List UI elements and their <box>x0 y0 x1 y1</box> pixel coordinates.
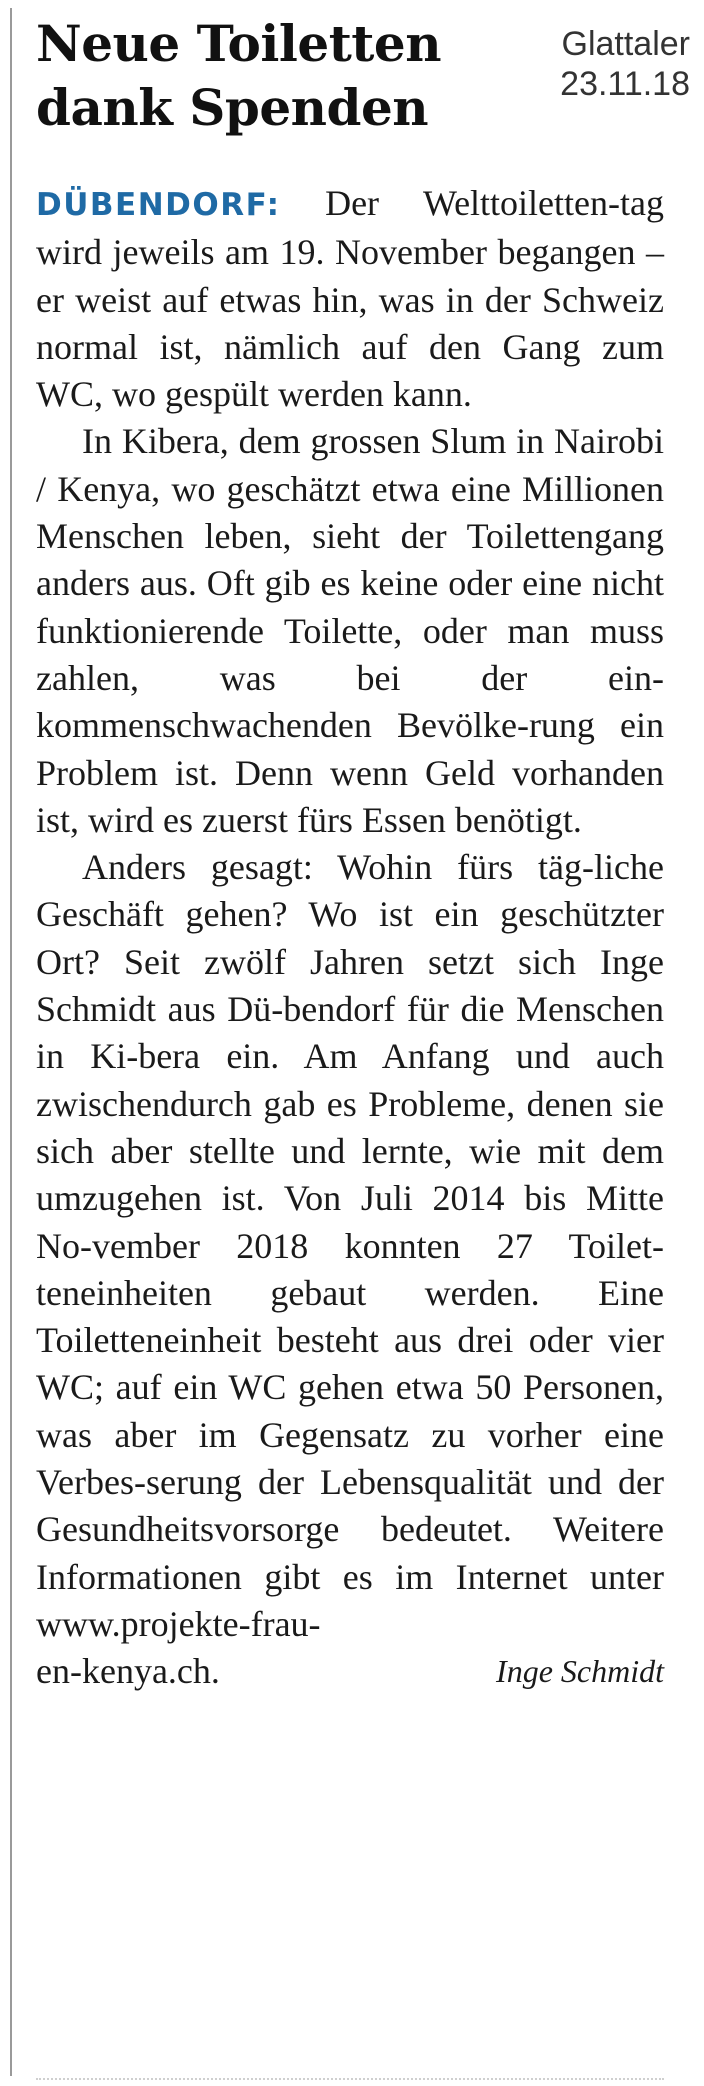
paragraph-2-line: rung ein Problem ist. Denn wenn <box>36 705 664 793</box>
paragraph-3-line: Internet unter www.projekte-frau- <box>36 1556 664 1644</box>
article-body <box>36 180 664 1696</box>
paragraph-3-line: bendorf für die Menschen in Ki- <box>36 989 665 1077</box>
left-column-rule <box>10 8 12 2076</box>
paragraph-1-line: tag wird jeweils am 19. November <box>36 183 664 273</box>
paragraph-2-line: In Kibera, dem grossen Slum in <box>82 421 545 462</box>
paragraph-3-line: teneinheiten gebaut werden. Eine <box>36 1272 664 1313</box>
paragraph-3-line: Weitere Informationen gibt es im <box>36 1509 664 1597</box>
paragraph-1 <box>36 180 664 418</box>
paragraph-1-line: was in der Schweiz normal ist, <box>36 279 664 367</box>
paragraph-1-line: nämlich auf den Gang zum WC, <box>36 326 665 415</box>
publication-name: Glattaler <box>561 25 690 63</box>
paragraph-3-line: lernte, wie mit dem umzugehen <box>36 1130 664 1219</box>
headline-line-2: dank Spenden <box>36 78 429 137</box>
paragraph-2 <box>36 418 664 844</box>
paragraph-2-line: Oft gib es keine oder eine nicht <box>206 563 664 604</box>
paragraph-3-line: vember 2018 konnten 27 Toilet- <box>92 1225 664 1266</box>
paragraph-1-line: wo gespült werden kann. <box>112 374 472 415</box>
paragraph-3-line: etwa 50 Personen, was aber im <box>36 1367 664 1455</box>
headline-line-1: Neue Toiletten <box>36 14 442 73</box>
paragraph-3-line: Anders gesagt: Wohin fürs täg- <box>82 847 595 888</box>
paragraph-3-line: Toiletteneinheit besteht aus drei <box>36 1320 514 1361</box>
dateline: DÜBENDORF: <box>36 187 281 223</box>
paragraph-3-line: ist. Von Juli 2014 bis Mitte No- <box>36 1178 664 1266</box>
bottom-dotted-rule <box>36 2078 664 2080</box>
paragraph-2-line: fürs Essen benötigt. <box>296 799 582 840</box>
paragraph-3-line: oder vier WC; auf ein WC gehen <box>36 1320 664 1408</box>
author-signature: Inge Schmidt <box>496 1653 664 1690</box>
paragraph-3 <box>36 844 664 1648</box>
paragraph-2-line: sieht der Toilettengang anders aus. <box>36 516 664 604</box>
paragraph-2-line: Geld vorhanden ist, wird es zuerst <box>36 752 664 840</box>
paragraph-2-line: funktionierende Toilette, oder <box>36 610 487 651</box>
paragraph-3-line: zwischendurch gab es Probleme, <box>36 1083 516 1124</box>
source-block <box>510 24 690 104</box>
paragraph-2-line: eine Millionen Menschen leben, <box>36 468 664 557</box>
paragraph-3-line: Gegensatz zu vorher eine Verbes- <box>36 1414 664 1503</box>
paragraph-3-line: geschützter Ort? Seit zwölf Jahren <box>36 894 665 982</box>
paragraph-3-line: liche Geschäft gehen? Wo ist ein <box>36 847 664 935</box>
paragraph-2-line: Nairobi / Kenya, wo geschätzt etwa <box>36 421 665 509</box>
paragraph-3-line: serung der Lebensqualität und der <box>145 1462 664 1503</box>
paragraph-3-line: denen sie sich aber stellte und <box>36 1083 664 1171</box>
paragraph-3-line: Gesundheitsvorsorge bedeutet. <box>36 1509 512 1550</box>
paragraph-3-line: setzt sich Inge Schmidt aus Dü- <box>36 941 664 1030</box>
closing-line <box>36 1648 664 1695</box>
publication-date: 23.11.18 <box>560 65 690 103</box>
paragraph-1-line: begangen – er weist auf etwas hin, <box>36 232 664 320</box>
paragraph-3-line: bera ein. Am Anfang und auch <box>138 1036 664 1077</box>
closing-text: en-kenya.ch. <box>36 1651 220 1692</box>
headline <box>36 12 506 140</box>
paragraph-2-line: man muss zahlen, was bei der ein- <box>36 610 664 698</box>
paragraph-2-line: kommenschwachenden Bevölke- <box>36 705 529 746</box>
paragraph-1-line: Der Welttoiletten- <box>325 183 621 223</box>
